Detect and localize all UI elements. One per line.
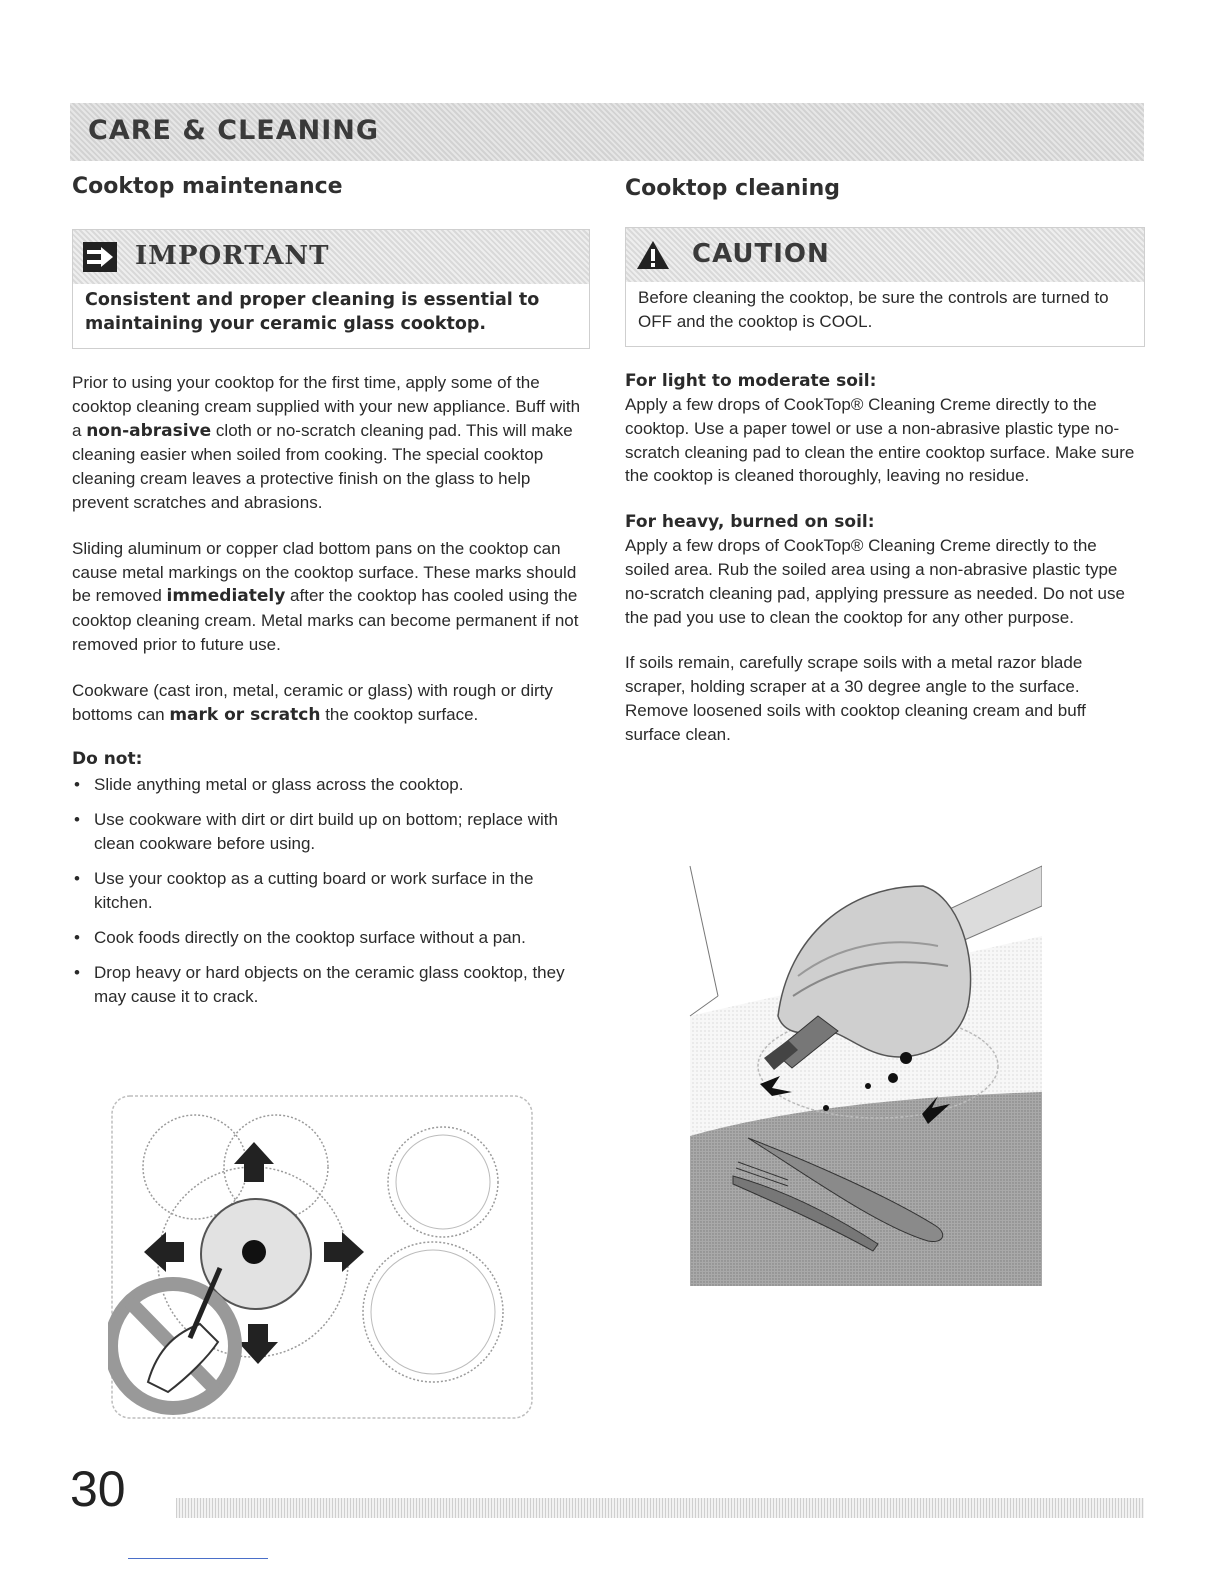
arrow-box-icon <box>83 242 117 272</box>
do-not-heading: Do not: <box>72 749 143 770</box>
caution-text: Before cleaning the cooktop, be sure the controls are turned to OFF and the cooktop is COOL. <box>638 288 1109 331</box>
section-banner <box>70 103 1144 161</box>
important-header <box>73 230 589 284</box>
list-item: • Cook foods directly on the cooktop surface without a pan. <box>72 926 590 950</box>
section-title: CARE & CLEANING <box>88 115 380 146</box>
cooktop-no-slide-illustration <box>108 1092 536 1422</box>
list-item: • Drop heavy or hard objects on the ceramic glass cooktop, they may cause it to crack. <box>72 961 590 1009</box>
soils-remain-text: If soils remain, carefully scrape soils with a metal razor blade scraper, holding scraper at a 30 degree angle to the surface. Remove loosened soils with cooktop cleaning cream and buff surface clean. <box>625 653 1086 744</box>
right-column <box>625 172 1145 769</box>
footer-divider <box>128 1558 268 1559</box>
paragraph-cookware: Cookware (cast iron, metal, ceramic or glass) with rough or dirty bottoms can mark or scratch the cooktop surface. <box>72 680 553 725</box>
light-soil-heading: For light to moderate soil: <box>625 371 877 391</box>
important-text: Consistent and proper cleaning is essential to maintaining your ceramic glass cooktop. <box>85 290 540 334</box>
caution-header <box>626 228 1144 282</box>
warning-triangle-icon <box>636 240 670 270</box>
heavy-soil-text: Apply a few drops of CookTop® Cleaning Creme directly to the soiled area. Rub the soiled area using a non-abrasive plastic type no-scratch cleaning pad, applying pressure as needed. Do not use the pad you use to clean the cooktop for any other purpose. <box>625 536 1125 627</box>
left-column <box>72 172 590 1020</box>
caution-notice <box>625 227 1145 347</box>
paragraph-metal-marks: Sliding aluminum or copper clad bottom pans on the cooktop can cause metal markings on the cooktop surface. These marks should be removed immediately after the cooktop has cooled using the cooktop cleaning cream. Metal marks can become permanent if not removed prior to future use. <box>72 538 579 654</box>
light-soil-text: Apply a few drops of CookTop® Cleaning Creme directly to the cooktop. Use a paper towel or use a non-abrasive plastic type no-scratch cleaning pad to clean the entire cooktop surface. Make sure the cooktop is cleaned thoroughly, leaving no residue. <box>625 395 1135 486</box>
footer-bar <box>176 1498 1144 1518</box>
important-notice <box>72 229 590 349</box>
page-number: 30 <box>70 1461 126 1517</box>
cooktop-cleaning-heading: Cooktop cleaning <box>625 176 841 201</box>
heavy-soil-heading: For heavy, burned on soil: <box>625 512 875 533</box>
list-item: • Use your cooktop as a cutting board or work surface in the kitchen. <box>72 867 590 915</box>
list-item: • Slide anything metal or glass across the cooktop. <box>72 773 590 797</box>
paragraph-first-use: Prior to using your cooktop for the first time, apply some of the cooktop cleaning cream supplied with your new appliance. Buff with a non-abrasive cloth or no-scratch cleaning pad. This will make cleaning easier when soiled from cooking. The special cooktop cleaning cream leaves a protective finish on the glass to help prevent scratches and abrasions. <box>72 373 581 512</box>
do-not-list <box>72 773 590 1009</box>
scraper-mitt-illustration <box>688 846 1042 1286</box>
caution-title: CAUTION <box>692 239 830 269</box>
list-item: • Use cookware with dirt or dirt build up on bottom; replace with clean cookware before using. <box>72 808 590 856</box>
cooktop-maintenance-heading: Cooktop maintenance <box>72 174 343 199</box>
important-title: IMPORTANT <box>135 241 330 271</box>
